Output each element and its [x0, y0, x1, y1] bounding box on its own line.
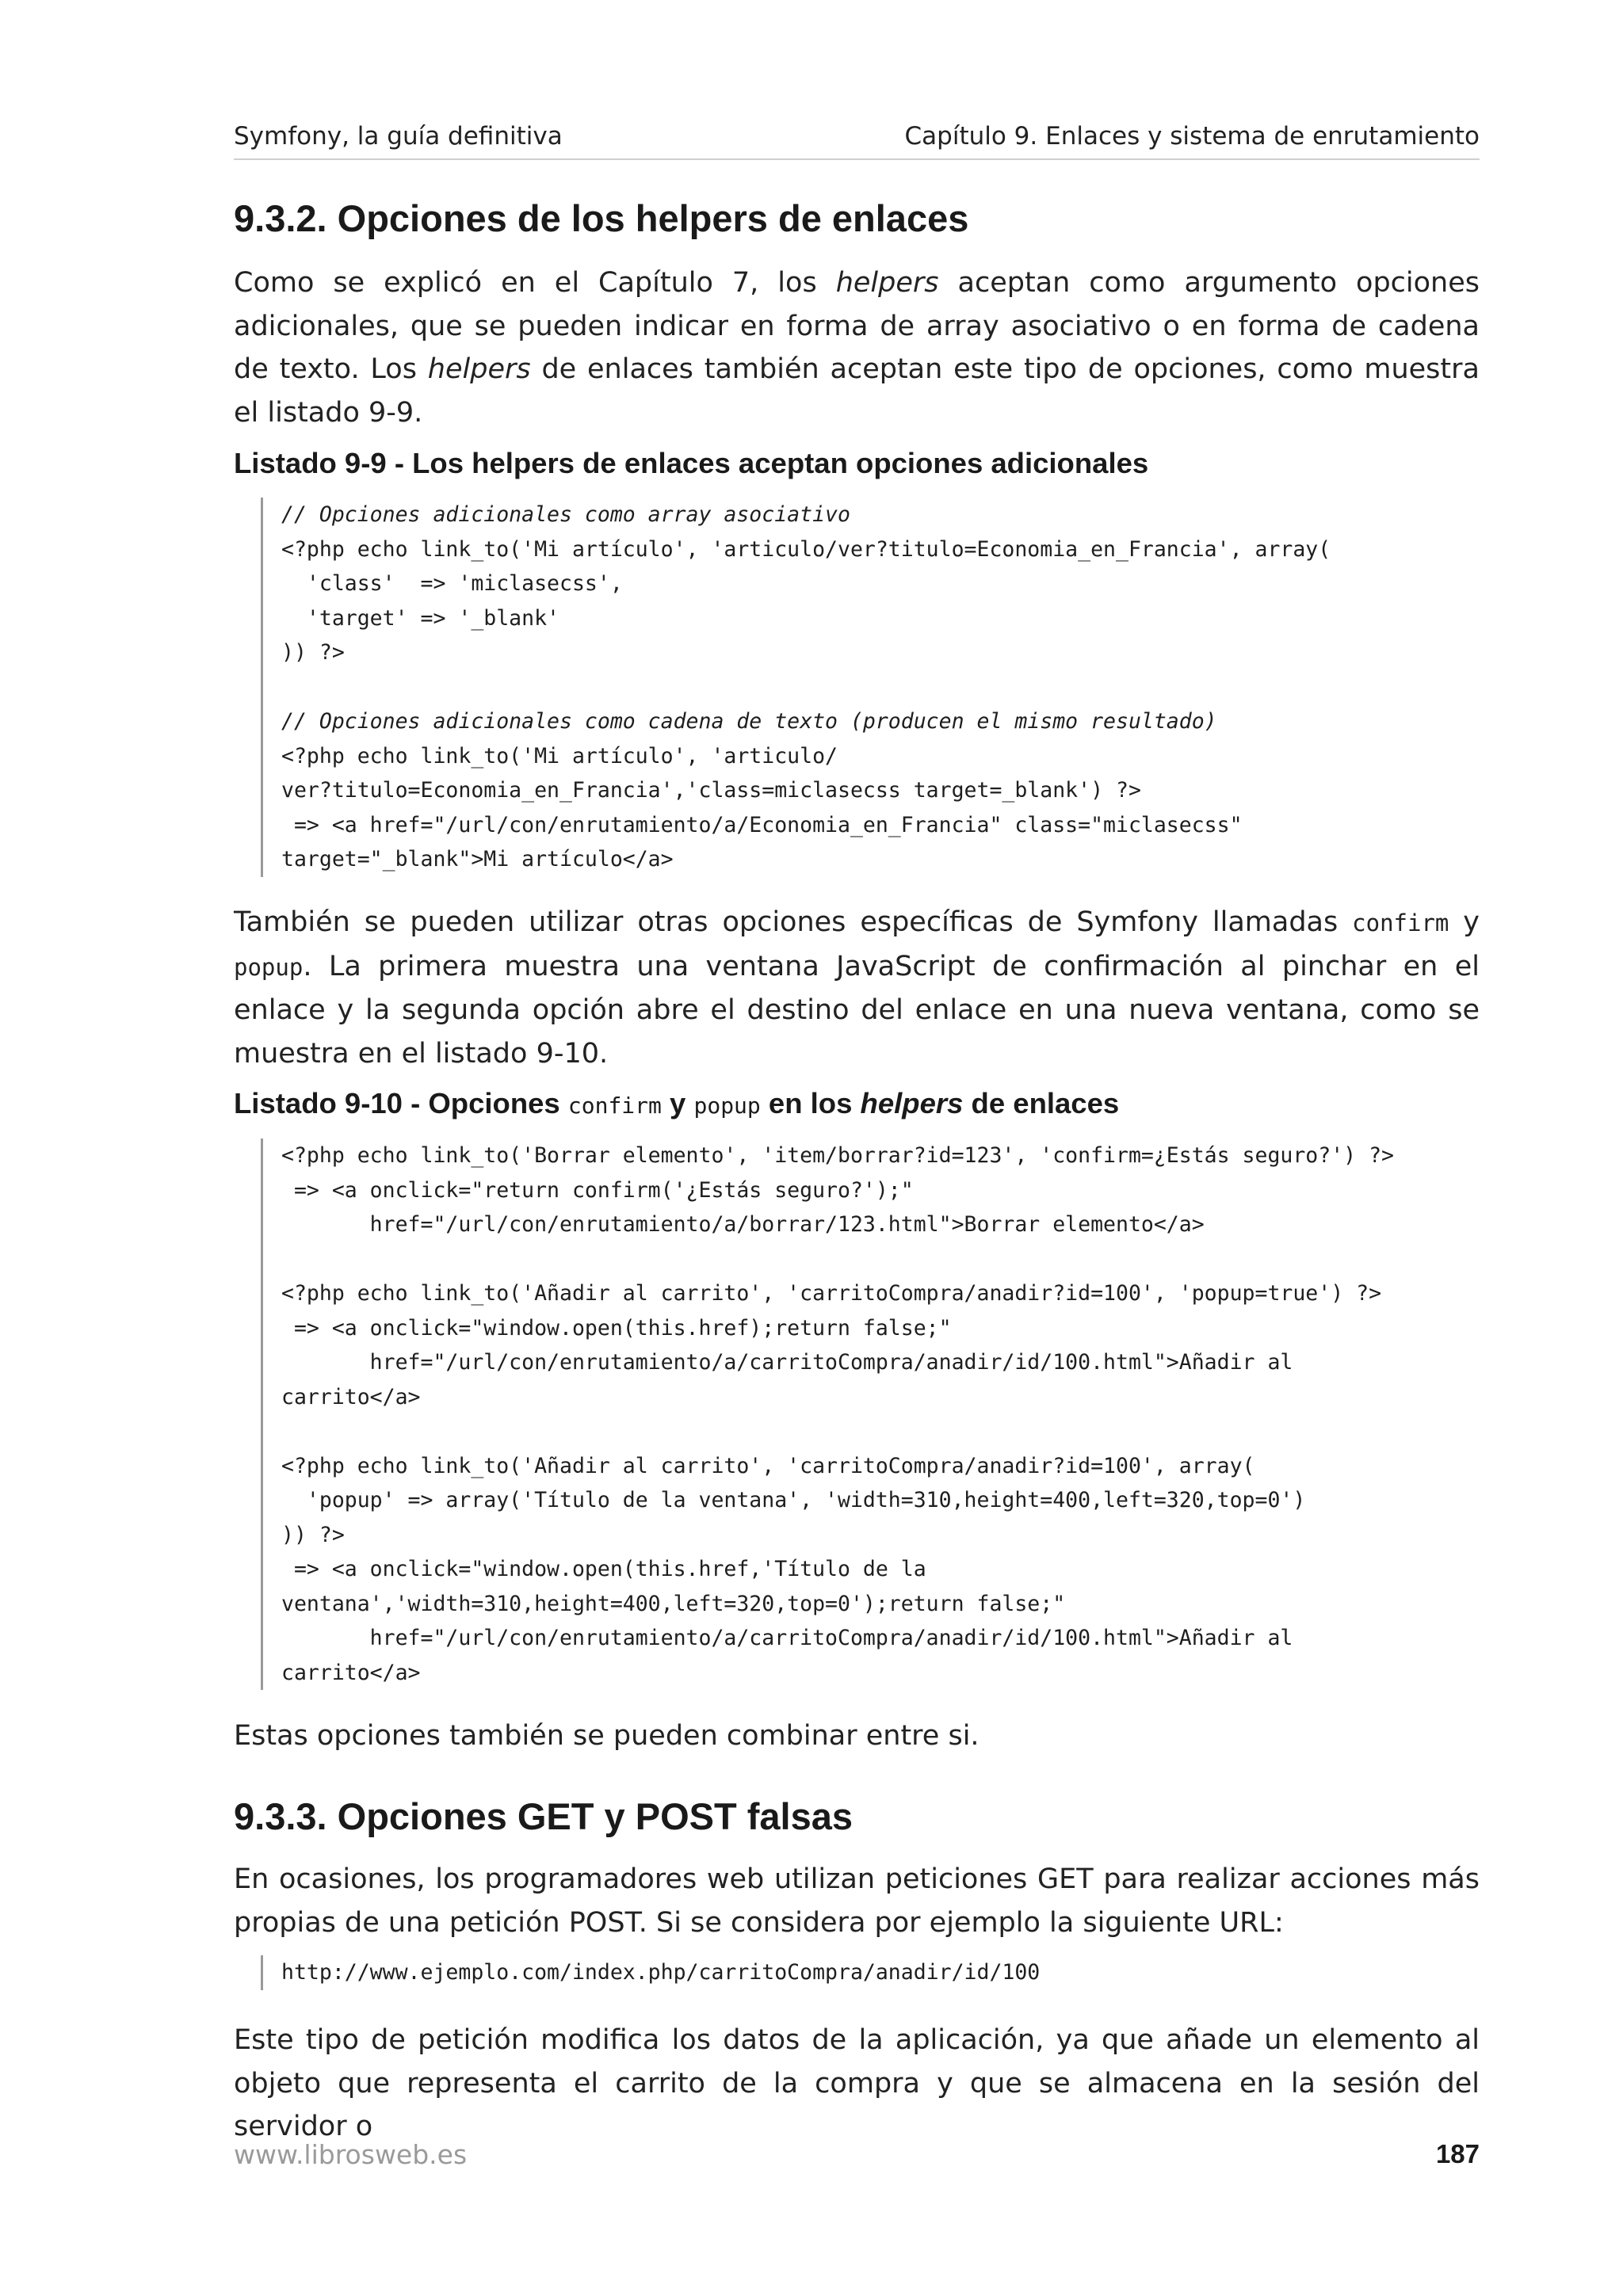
- section-heading-9-3-3: 9.3.3. Opciones GET y POST falsas: [234, 1795, 854, 1837]
- listing-title-and: y: [661, 1087, 694, 1119]
- code-line: 'popup' => array('Título de la ventana', 'width=310,height=400,left=320,top=0'): [281, 1488, 1306, 1512]
- code-line: [281, 1242, 1394, 1277]
- request-paragraph: Este tipo de petición modifica los datos de la aplicación, ya que añade un elemento al objeto que representa el carrito de la compra y que se almacena en la sesión del servidor o: [234, 2024, 1480, 2142]
- url-code-block: [261, 1955, 1040, 1990]
- options-text-2: y: [1449, 906, 1480, 938]
- code-line: ventana','width=310,height=400,left=320,top=0');return false;": [281, 1591, 1066, 1616]
- code-line: => <a onclick="window.open(this.href);return false;": [281, 1315, 952, 1341]
- code-line: <?php echo link_to('Mi artículo', 'articulo/ver?titulo=Economia_en_Francia', array(: [281, 536, 1331, 562]
- popup-code: popup: [234, 953, 304, 981]
- code-line: => <a onclick="return confirm('¿Estás seguro?');": [281, 1177, 914, 1203]
- code-line: 'class' => 'miclasecss',: [281, 571, 623, 596]
- listing-9-10-title: [234, 1087, 1119, 1120]
- code-line: // Opciones adicionales como cadena de texto (producen el mismo resultado): [281, 709, 1217, 734]
- code-line: => <a href="/url/con/enrutamiento/a/Economia_en_Francia" class="miclasecss": [281, 812, 1243, 837]
- code-line: <?php echo link_to('Borrar elemento', 'item/borrar?id=123', 'confirm=¿Estás seguro?') ?>: [281, 1143, 1394, 1168]
- listing-title-suffix: de enlaces: [963, 1087, 1120, 1119]
- section-heading-9-3-2: 9.3.2. Opciones de los helpers de enlaces: [234, 197, 969, 239]
- intro-text-3: de enlaces también aceptan este tipo de opciones, como muestra el listado 9-9.: [234, 353, 1480, 429]
- code-line: carrito</a>: [281, 1660, 421, 1685]
- code-line: )) ?>: [281, 1522, 345, 1547]
- listing-9-9-code: [261, 498, 1331, 877]
- code-line: href="/url/con/enrutamiento/a/borrar/123.html">Borrar elemento</a>: [281, 1212, 1205, 1237]
- options-text-1: También se pueden utilizar otras opciones específicas de Symfony llamadas: [234, 906, 1353, 938]
- page-number: 187: [1435, 2139, 1480, 2168]
- options-text-3: . La primera muestra una ventana JavaScript de confirmación al pinchar en el enlace y la segunda opción abre el destino del enlace en una nueva ventana, como se muestra en el listado 9-10.: [234, 950, 1480, 1070]
- listing-title-prefix: Listado 9-10 - Opciones: [234, 1087, 568, 1119]
- running-header: [234, 119, 1480, 160]
- code-line: <?php echo link_to('Mi artículo', 'articulo/: [281, 743, 838, 769]
- listing-9-10-code: [261, 1138, 1394, 1690]
- code-line: [281, 670, 1331, 705]
- options-paragraph: [234, 901, 1480, 1075]
- code-line: => <a onclick="window.open(this.href,'Título de la: [281, 1557, 926, 1581]
- code-line: )) ?>: [281, 640, 345, 665]
- listing-9-9-title: Listado 9-9 - Los helpers de enlaces aceptan opciones adicionales: [234, 447, 1149, 479]
- listing-title-confirm: confirm: [567, 1093, 662, 1119]
- page-footer: [234, 2139, 1480, 2179]
- code-line: href="/url/con/enrutamiento/a/carritoCompra/anadir/id/100.html">Añadir al: [281, 1350, 1293, 1375]
- intro-text-1: Como se explicó en el Capítulo 7, los: [234, 267, 836, 299]
- code-line: 'target' => '_blank': [281, 605, 559, 631]
- listing-title-popup: popup: [693, 1093, 761, 1119]
- intro-emphasis-2: helpers: [427, 353, 531, 385]
- get-post-paragraph: En ocasiones, los programadores web utilizan peticiones GET para realizar acciones más propias de una petición POST. Si se considera por ejemplo la siguiente URL:: [234, 1863, 1480, 1939]
- code-line: target="_blank">Mi artículo</a>: [281, 847, 674, 871]
- intro-paragraph: [234, 261, 1480, 434]
- code-line: <?php echo link_to('Añadir al carrito', 'carritoCompra/anadir?id=100', array(: [281, 1453, 1255, 1478]
- intro-emphasis-1: helpers: [835, 267, 939, 299]
- listing-title-helpers: helpers: [860, 1087, 964, 1119]
- code-line: // Opciones adicionales como array asociativo: [281, 502, 850, 527]
- intro-text-2: aceptan como argumento opciones adicionales, que se pueden indicar en forma de array asociativo o en forma de cadena de texto. Los: [234, 267, 1480, 385]
- confirm-code: confirm: [1352, 910, 1449, 936]
- book-title: Symfony, la guía definitiva: [234, 122, 563, 151]
- code-line: ver?titulo=Economia_en_Francia','class=miclasecss target=_blank') ?>: [281, 778, 1141, 803]
- listing-title-in: en los: [760, 1087, 861, 1119]
- footer-site: www.librosweb.es: [234, 2139, 468, 2170]
- chapter-title: Capítulo 9. Enlaces y sistema de enrutamiento: [904, 122, 1480, 151]
- code-line: [281, 1414, 1394, 1449]
- code-line: carrito</a>: [281, 1384, 421, 1409]
- url-code-line: http://www.ejemplo.com/index.php/carritoCompra/anadir/id/100: [281, 1960, 1041, 1985]
- code-line: <?php echo link_to('Añadir al carrito', 'carritoCompra/anadir?id=100', 'popup=true') ?>: [281, 1281, 1382, 1306]
- closing-paragraph: Estas opciones también se pueden combinar entre si.: [234, 1720, 980, 1752]
- code-line: href="/url/con/enrutamiento/a/carritoCompra/anadir/id/100.html">Añadir al: [281, 1626, 1293, 1650]
